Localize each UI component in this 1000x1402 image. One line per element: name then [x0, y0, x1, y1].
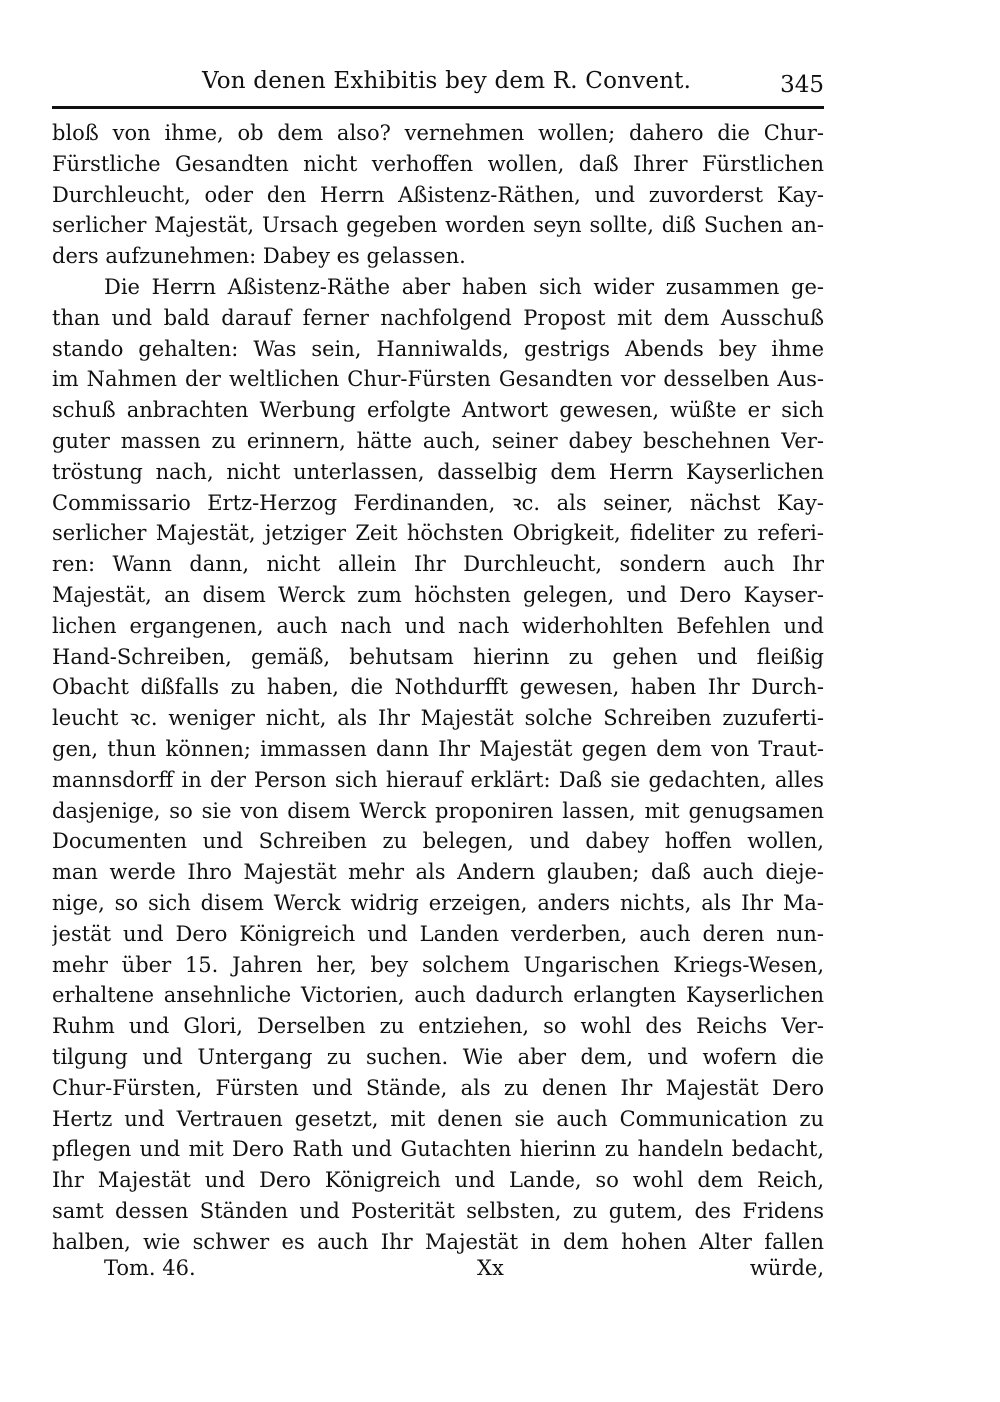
text-line: tilgung und Untergang zu suchen. Wie aber dem, und wofern die [52, 1044, 824, 1069]
text-line: Chur-Fürsten, Fürsten und Stände, als zu denen Ihr Majestät Dero [52, 1075, 824, 1100]
text-line: Fürstliche Gesandten nicht verhoffen wollen, daß Ihrer Fürstlichen [52, 151, 824, 176]
text-line: serlicher Majestät, Ursach gegeben worden seyn sollte, diß Suchen an- [52, 213, 824, 238]
page-number: 345 [780, 72, 824, 98]
text-line: stando gehalten: Was sein, Hanniwalds, gestrigs Abends bey ihme [52, 336, 824, 361]
signature-mark: Xx [477, 1256, 504, 1280]
text-line: dasjenige, so sie von disem Werck proponiren lassen, mit genugsamen [52, 798, 824, 823]
text-line: nige, so sich disem Werck widrig erzeigen, anders nichts, als Ihr Ma- [52, 890, 824, 915]
text-line: im Nahmen der weltlichen Chur-Fürsten Gesandten vor desselben Aus- [52, 367, 824, 392]
text-line: Majestät, an disem Werck zum höchsten gelegen, und Dero Kayser- [52, 582, 824, 607]
text-line: ders aufzunehmen: Dabey es gelassen. [52, 244, 466, 269]
text-line: Durchleucht, oder den Herrn Aßistenz-Räthen, und zuvorderst Kay- [52, 182, 824, 207]
text-line: Hand-Schreiben, gemäß, behutsam hierinn zu gehen und fleißig [52, 644, 824, 669]
catchword: würde, [749, 1256, 824, 1280]
text-line: guter massen zu erinnern, hätte auch, seiner dabey beschehnen Ver- [52, 428, 824, 453]
text-line: Hertz und Vertrauen gesetzt, mit denen sie auch Communication zu [52, 1106, 824, 1131]
text-line: mannsdorff in der Person sich hierauf erklärt: Daß sie gedachten, alles [52, 767, 824, 792]
text-line: gen, thun können; immassen dann Ihr Majestät gegen dem von Traut- [52, 736, 824, 761]
tome-number: Tom. 46. [104, 1256, 196, 1280]
text-line: tröstung nach, nicht unterlassen, dasselbig dem Herrn Kayserlichen [52, 459, 824, 484]
text-line: Obacht dißfalls zu haben, die Nothdurfft gewesen, haben Ihr Durch- [52, 675, 824, 700]
text-line: pflegen und mit Dero Rath und Gutachten hierinn zu handeln bedacht, [52, 1137, 824, 1162]
text-line: Documenten und Schreiben zu belegen, und dabey hoffen wollen, [52, 829, 824, 854]
page-header [52, 68, 824, 102]
text-line: erhaltene ansehnliche Victorien, auch dadurch erlangten Kayserlichen [52, 983, 824, 1008]
text-line: jestät und Dero Königreich und Landen verderben, auch deren nun- [52, 921, 824, 946]
text-line: man werde Ihro Majestät mehr als Andern glauben; daß auch dieje- [52, 860, 824, 885]
page-footer [52, 1256, 824, 1288]
text-line: schuß anbrachten Werbung erfolgte Antwort gewesen, wüßte er sich [52, 398, 824, 423]
text-line: samt dessen Ständen und Posterität selbsten, zu gutem, des Fridens [52, 1198, 824, 1223]
text-line: bloß von ihme, ob dem also? vernehmen wollen; dahero die Chur- [52, 121, 824, 145]
text-line: halben, wie schwer es auch Ihr Majestät in dem hohen Alter fallen [52, 1229, 824, 1254]
header-rule [52, 106, 824, 109]
text-line: mehr über 15. Jahren her, bey solchem Ungarischen Kriegs-Wesen, [52, 952, 824, 977]
text-line: serlicher Majestät, jetziger Zeit höchsten Obrigkeit, fideliter zu referi- [52, 521, 824, 546]
text-line: leucht ꝛc. weniger nicht, als Ihr Majestät solche Schreiben zuzuferti- [52, 706, 824, 731]
running-title: Von denen Exhibitis bey dem R. Convent. [202, 68, 692, 94]
text-line: Commissario Ertz-Herzog Ferdinanden, ꝛc. als seiner, nächst Kay- [52, 490, 824, 515]
body-text [52, 118, 824, 1257]
text-line: lichen ergangenen, auch nach und nach widerhohlten Befehlen und [52, 613, 824, 638]
text-line: Ruhm und Glori, Derselben zu entziehen, so wohl des Reichs Ver- [52, 1014, 824, 1039]
text-line: than und bald darauf ferner nachfolgend Propost mit dem Ausschuß [52, 305, 824, 330]
text-line: ren: Wann dann, nicht allein Ihr Durchleucht, sondern auch Ihr [52, 552, 824, 577]
text-line: Die Herrn Aßistenz-Räthe aber haben sich wider zusammen ge- [104, 274, 824, 299]
text-line: Ihr Majestät und Dero Königreich und Lande, so wohl dem Reich, [52, 1168, 824, 1193]
